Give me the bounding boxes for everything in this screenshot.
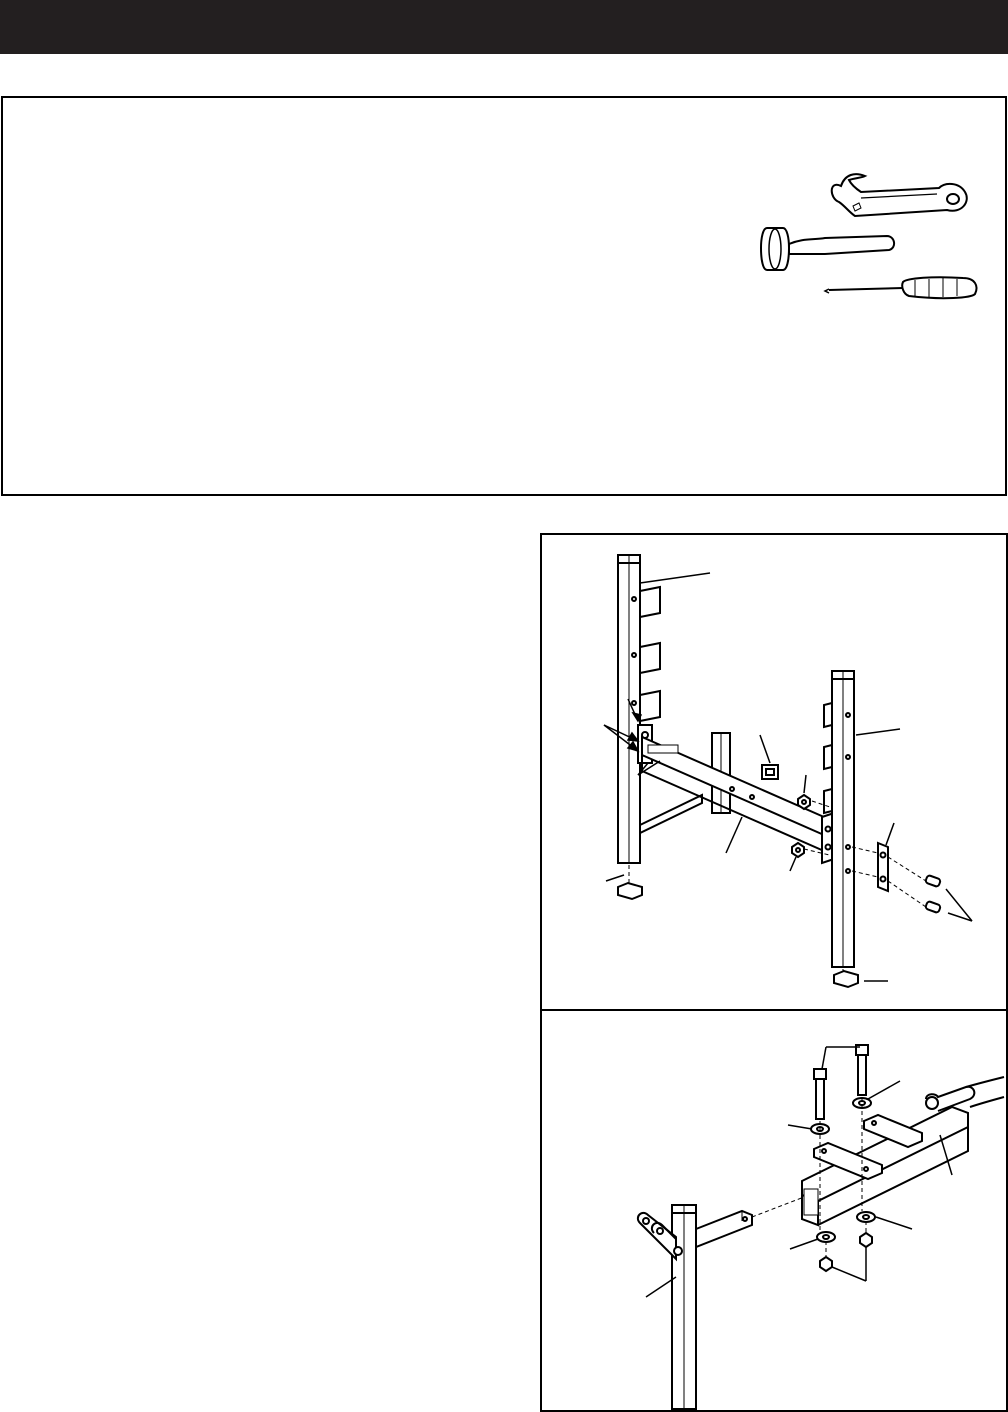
figure-1-drawing <box>542 535 1006 1009</box>
mallet-icon <box>761 228 894 270</box>
left-upright <box>618 555 702 863</box>
figure-1 <box>540 533 1008 1011</box>
seat-frame <box>802 1077 1004 1225</box>
leader-lines <box>604 573 972 981</box>
tools-illustration <box>3 98 1005 494</box>
wrench-icon <box>832 174 967 216</box>
foot-caps <box>618 865 858 987</box>
figure-2-drawing <box>542 1011 1006 1410</box>
header-bar <box>0 0 1008 54</box>
side-plate-and-bolts <box>852 843 941 913</box>
tools-box <box>1 96 1007 496</box>
figure-2 <box>540 1009 1008 1412</box>
screwdriver-icon <box>825 277 977 298</box>
upright-post <box>638 1205 752 1409</box>
